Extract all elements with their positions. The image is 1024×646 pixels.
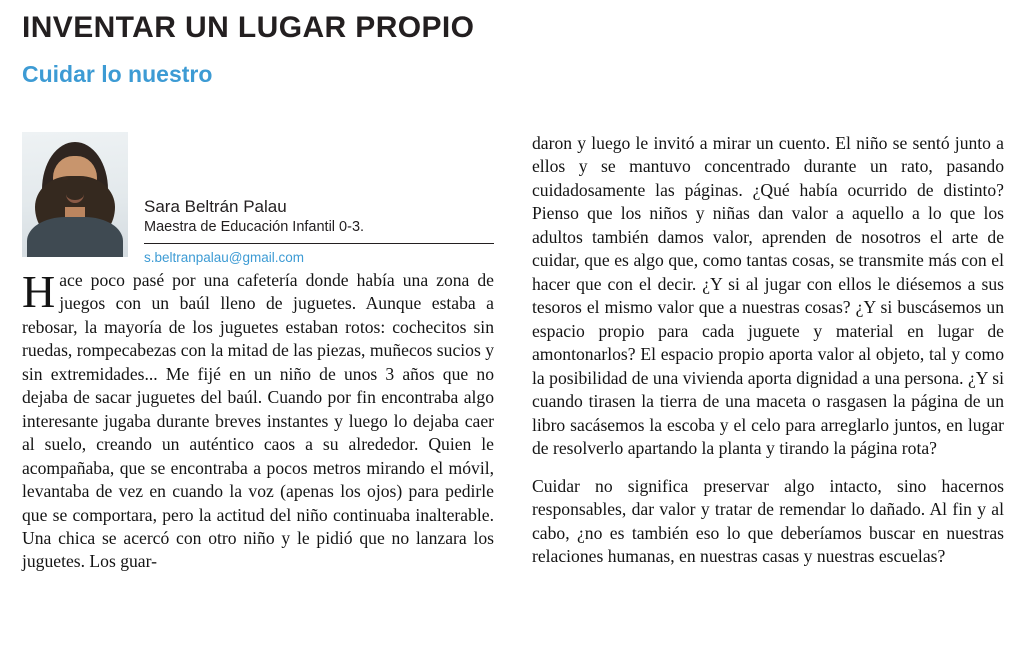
torso-shape xyxy=(27,217,123,257)
author-block xyxy=(22,132,494,265)
author-photo xyxy=(22,132,128,257)
left-column xyxy=(22,132,494,640)
page-title: INVENTAR UN LUGAR PROPIO xyxy=(22,11,475,44)
author-name: Sara Beltrán Palau xyxy=(144,197,287,216)
paragraph: Hace poco pasé por una cafetería donde había una zona de juegos con un baúl lleno de juguetes. Aunque estaba a rebosar, la mayoría de los juguetes estaban rotos: cochecitos sin ruedas, rompecabezas con la mitad de las piezas, muñecos sucios y sin extremidades... Me fijé en un niño de unos 3 años que no dejaba de sacar juguetes del baúl. Cuando por fin encontraba algo interesante jugaba durante breves instantes y luego lo dejaba caer al suelo, creando un auténtico caos a su alrededor. Quien le acompañaba, que se encontraba a pocos metros mirando el móvil, levantaba de vez en cuando la voz (apenas los ojos) para pedirle que se comportara, pero la actitud del niño continuaba inalterable. Una chica se acercó con otro niño y le pidió que no lanzara los juguetes. Los guar- xyxy=(22,265,494,572)
author-role: Maestra de Educación Infantil 0-3. xyxy=(144,218,494,244)
eye-right-shape xyxy=(80,177,86,180)
right-column xyxy=(532,132,1004,640)
author-email[interactable]: s.beltranpalau@gmail.com xyxy=(144,249,305,265)
page-subtitle: Cuidar lo nuestro xyxy=(22,60,213,87)
eye-left-shape xyxy=(62,177,68,180)
author-meta xyxy=(144,132,494,265)
right-body-text xyxy=(532,132,1004,569)
paragraph: Cuidar no significa preservar algo intacto, sino hacernos responsables, dar valor y tratar de remendar lo dañado. Al fin y al cabo, ¿no es también eso lo que deberíamos buscar en nuestras relaciones humanas, en nuestras casas y nuestras escuelas? xyxy=(532,475,1004,567)
left-body-text xyxy=(22,265,494,574)
article-page xyxy=(0,12,1024,646)
article-columns xyxy=(22,132,1004,640)
paragraph: daron y luego le invitó a mirar un cuento. El niño se sentó junto a ellos y se mantuvo concentrado durante un rato, pasando cuidadosamente las páginas. ¿Qué había ocurrido de distinto? Pienso que los niños y niñas dan valor a aquello a lo que los adultos también damos valor, aprenden de nosotros el arte de cuidar, que es algo que, como tantas cosas, se transmite más con el hacer que con el decir. ¿Y si al jugar con ellos le diésemos a sus tesoros el mismo valor que a nuestras cosas? ¿Y si buscásemos un espacio propio para cada juguete y material en lugar de amontonarlos? El espacio propio aporta valor al objeto, tal y como la posibilidad de una vivienda aporta dignidad a una persona. ¿Y si cuando tirasen la tierra de una maceta o rasgasen la página de un libro sacásemos la escoba y el celo para arreglarlo juntos, en lugar de resolverlo apartando la planta y tirando la página rota? xyxy=(532,133,1004,459)
